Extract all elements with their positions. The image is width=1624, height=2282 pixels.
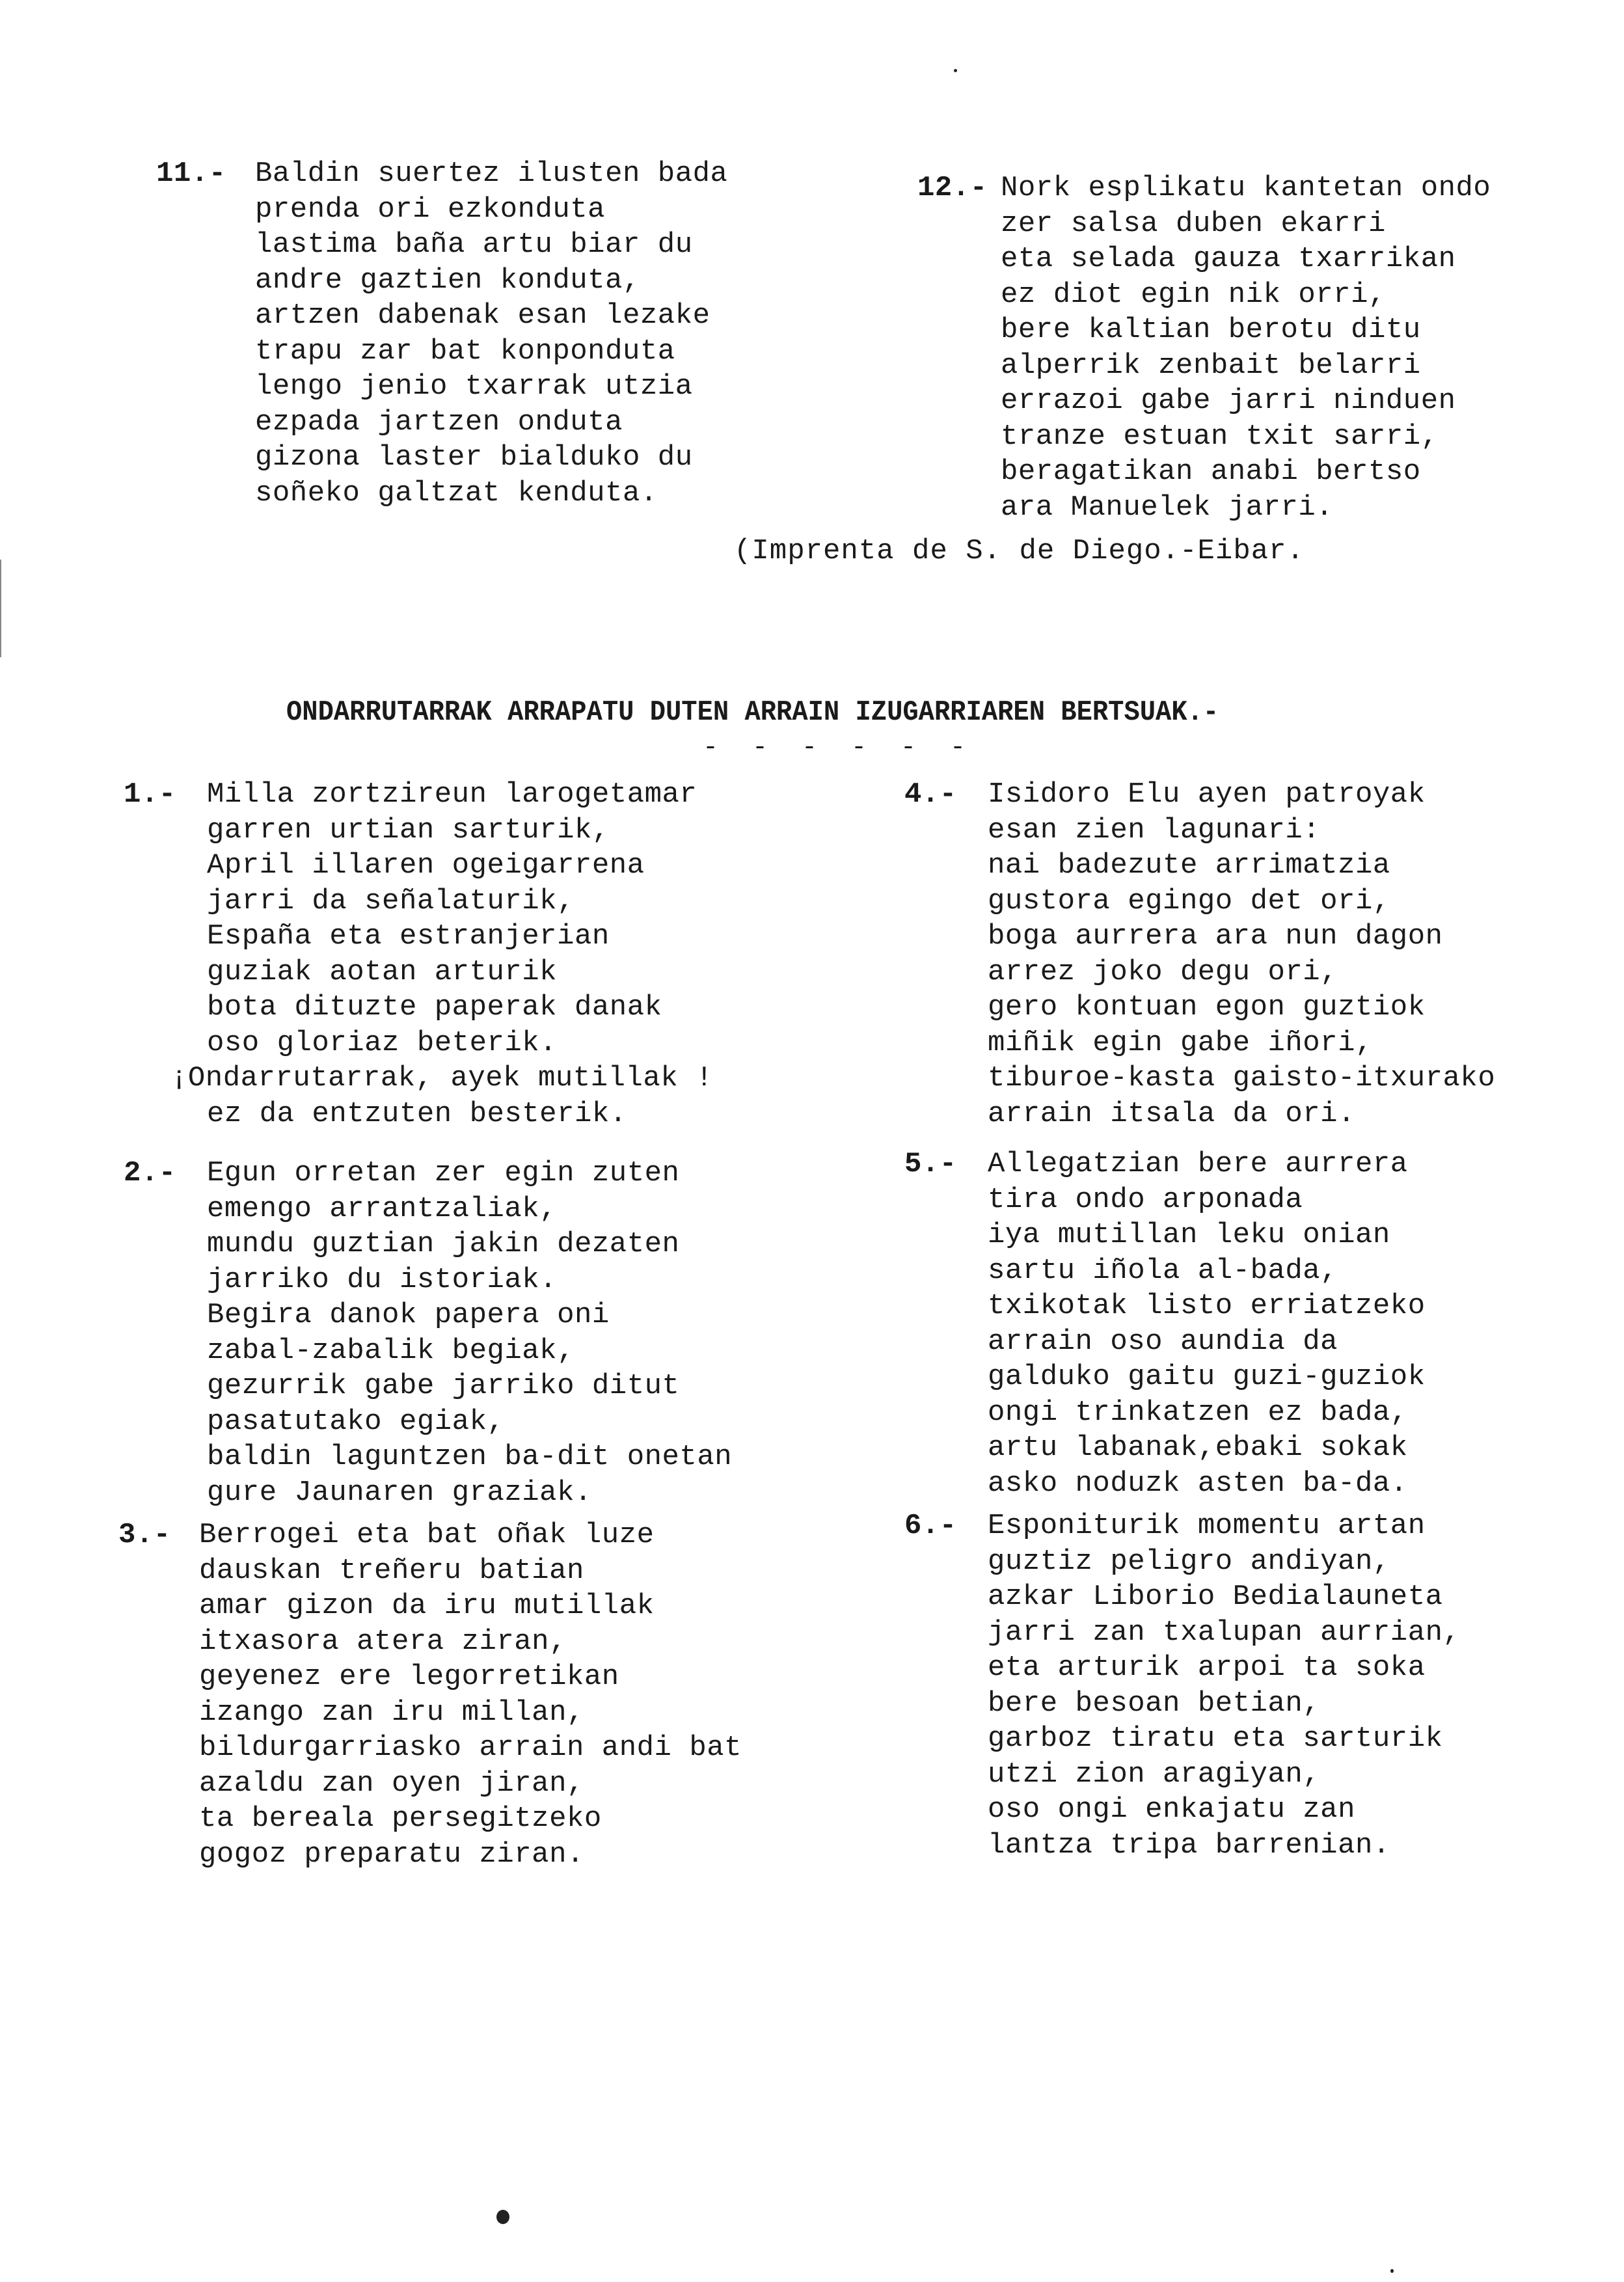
verse-line: lengo jenio txarrak utzia [255, 370, 693, 403]
verse-line: jarri da señalaturik, [207, 884, 575, 917]
scan-edge-mark [0, 560, 1, 657]
verse-line: lastima baña artu biar du [255, 228, 693, 261]
verse-line: arrain itsala da ori. [988, 1097, 1355, 1130]
verse-line: nai badezute arrimatzia [988, 849, 1390, 882]
verse-line: gero kontuan egon guztiok [988, 991, 1426, 1024]
verse-line: zer salsa duben ekarri [1001, 207, 1386, 240]
verse-line: bere kaltian berotu ditu [1001, 314, 1421, 346]
verse-line: garboz tiratu eta sarturik [988, 1722, 1443, 1755]
verse-line: Berrogei eta bat oñak luze [199, 1519, 655, 1551]
imprint-line: (Imprenta de S. de Diego.-Eibar. [734, 535, 1305, 567]
verse-line: amar gizon da iru mutillak [199, 1590, 655, 1622]
verse-line: jarri zan txalupan aurrian, [988, 1616, 1461, 1649]
verse-line: azaldu zan oyen jiran, [199, 1767, 584, 1800]
verse-line: emengo arrantzaliak, [207, 1192, 558, 1225]
stanza-lines [988, 1147, 1426, 1501]
verse-line: dauskan treñeru batian [199, 1554, 584, 1587]
stanza-number: 2.- [124, 1157, 176, 1189]
verse-line: ara Manuelek jarri. [1001, 491, 1334, 524]
ink-speck [1390, 2269, 1394, 2273]
verse-line: miñik egin gabe iñori, [988, 1026, 1373, 1059]
verse-line: ez da entzuten besterik. [207, 1097, 627, 1130]
verse-line: iya mutillan leku onian [988, 1219, 1390, 1251]
stanza-lines [170, 777, 714, 1132]
verse-line: boga aurrera ara nun dagon [988, 920, 1443, 953]
verse-line: sartu iñola al-bada, [988, 1254, 1338, 1287]
verse-line: tiburoe-kasta gaisto-itxurako [988, 1062, 1496, 1094]
verse-line: pasatutako egiak, [207, 1405, 505, 1438]
verse-line: Isidoro Elu ayen patroyak [988, 778, 1426, 811]
verse-line: Allegatzian bere aurrera [988, 1148, 1408, 1180]
verse-line: baldin laguntzen ba-dit onetan [207, 1441, 733, 1473]
verse-line: ongi trinkatzen ez bada, [988, 1396, 1408, 1429]
verse-line: zabal-zabalik begiak, [207, 1334, 575, 1367]
verse-line: gure Jaunaren graziak. [207, 1476, 592, 1509]
verse-line: Baldin suertez ilusten bada [255, 157, 728, 190]
verse-line: soñeko galtzat kenduta. [255, 476, 658, 509]
verse-line: gogoz preparatu ziran. [199, 1838, 584, 1871]
verse-line: azkar Liborio Bedialauneta [988, 1581, 1443, 1613]
stanza-number: 11.- [156, 157, 226, 190]
stanza-lines [988, 1508, 1460, 1863]
verse-line: arrain oso aundia da [988, 1325, 1338, 1358]
stanza-number: 3.- [118, 1519, 171, 1551]
verse-line: Esponiturik momentu artan [988, 1510, 1426, 1542]
verse-line: artzen dabenak esan lezake [255, 299, 710, 332]
verse-line: Egun orretan zer egin zuten [207, 1157, 680, 1189]
stanza-number: 5.- [904, 1148, 957, 1180]
verse-line: alperrik zenbait belarri [1001, 349, 1421, 382]
verse-line: artu labanak,ebaki sokak [988, 1432, 1408, 1464]
verse-line: utzi zion aragiyan, [988, 1758, 1321, 1791]
verse-line: geyenez ere legorretikan [199, 1661, 619, 1693]
stanza-lines [988, 777, 1495, 1132]
verse-line: eta selada gauza txarrikan [1001, 243, 1456, 275]
verse-line: andre gaztien konduta, [255, 264, 640, 297]
verse-line: Begira danok papera oni [207, 1299, 610, 1331]
verse-line: bota dituzte paperak danak [207, 991, 662, 1024]
stanza-number: 4.- [904, 778, 957, 811]
verse-line: oso gloriaz beterik. [207, 1026, 558, 1059]
verse-line: guziak aotan arturik [207, 955, 558, 988]
stanza-lines [1001, 170, 1491, 525]
verse-line: gizona laster bialduko du [255, 441, 693, 474]
verse-line: lantza tripa barrenian. [988, 1828, 1390, 1862]
verse-line: Nork esplikatu kantetan ondo [1001, 172, 1491, 204]
verse-line: jarriko du istoriak. [207, 1263, 558, 1296]
stanza-number: 6.- [904, 1510, 957, 1542]
verse-line: eta arturik arpoi ta soka [988, 1651, 1426, 1684]
verse-line: guztiz peligro andiyan, [988, 1545, 1390, 1578]
stanza-lines [255, 156, 727, 511]
stanza-number: 12.- [917, 172, 988, 204]
verse-line: España eta estranjerian [207, 920, 610, 953]
verse-line: prenda ori ezkonduta [255, 193, 606, 226]
verse-line: oso ongi enkajatu zan [988, 1793, 1355, 1826]
title-underline: - - - - - - [703, 733, 975, 763]
verse-line: beragatikan anabi bertso [1001, 455, 1421, 488]
verse-line: galduko gaitu guzi-guziok [988, 1361, 1426, 1393]
verse-line: izango zan iru millan, [199, 1696, 584, 1729]
verse-line: gezurrik gabe jarriko ditut [207, 1370, 680, 1402]
verse-line: mundu guztian jakin dezaten [207, 1228, 680, 1260]
verse-line: ¡Ondarrutarrak, ayek mutillak ! [170, 1062, 714, 1094]
stanza-lines [199, 1517, 742, 1872]
verse-line: txikotak listo erriatzeko [988, 1290, 1426, 1322]
verse-line: arrez joko degu ori, [988, 955, 1338, 988]
ink-speck [954, 69, 957, 72]
verse-line: bere besoan betian, [988, 1687, 1321, 1720]
page-title: ONDARRUTARRAK ARRAPATU DUTEN ARRAIN IZUGARRIAREN BERTSUAK.- [286, 696, 1219, 729]
verse-line: bildurgarriasko arrain andi bat [199, 1732, 742, 1764]
verse-line: ta bereala persegitzeko [199, 1802, 602, 1835]
verse-line: April illaren ogeigarrena [207, 849, 645, 882]
verse-line: gustora egingo det ori, [988, 884, 1390, 917]
ink-dot [496, 2210, 509, 2224]
verse-line: esan zien lagunari: [988, 813, 1321, 847]
verse-line: tranze estuan txit sarri, [1001, 420, 1439, 453]
verse-line: ezpada jartzen onduta [255, 405, 623, 439]
verse-line: Milla zortzireun larogetamar [207, 778, 697, 811]
stanza-lines [207, 1156, 732, 1510]
verse-line: garren urtian sarturik, [207, 813, 610, 847]
verse-line: tira ondo arponada [988, 1183, 1303, 1216]
verse-line: asko noduzk asten ba-da. [988, 1467, 1408, 1500]
verse-line: ez diot egin nik orri, [1001, 278, 1386, 311]
verse-line: itxasora atera ziran, [199, 1625, 567, 1658]
verse-line: trapu zar bat konponduta [255, 334, 675, 368]
stanza-number: 1.- [124, 778, 176, 811]
verse-line: errazoi gabe jarri ninduen [1001, 385, 1456, 417]
